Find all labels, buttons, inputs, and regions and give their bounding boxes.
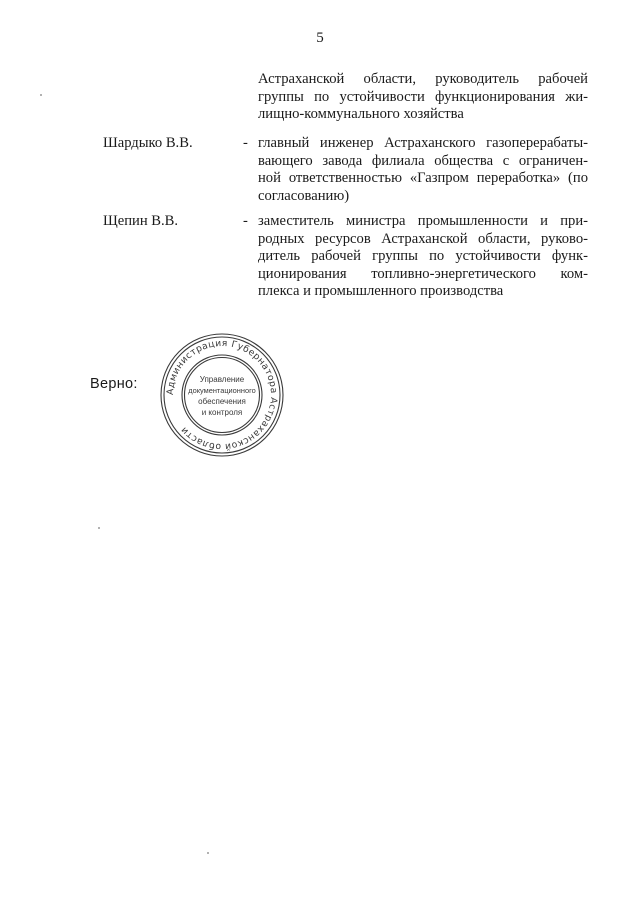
text-line: дитель рабочей группы по устойчивости функ- — [258, 248, 588, 265]
text-line: вающего завода филиала общества с ограничен- — [258, 152, 588, 169]
text-line: согласованию) — [258, 187, 350, 204]
official-stamp — [157, 330, 287, 460]
scan-speck — [40, 94, 42, 96]
dash-separator: - — [243, 135, 248, 151]
stamp-ring — [164, 337, 280, 453]
member-description — [258, 213, 588, 301]
member-name: Щепин В.В. — [103, 213, 179, 229]
scan-speck — [207, 852, 209, 854]
dash-separator: - — [243, 213, 248, 229]
text-line: заместитель министра промышленности и при- — [258, 213, 588, 229]
text-line: ционирования топливно-энергетического ком- — [258, 265, 588, 282]
text-line: Астраханской области, руководитель рабочей — [258, 71, 588, 87]
scan-speck — [98, 527, 100, 529]
text-line: ной ответственностью «Газпром переработка» (по — [258, 170, 588, 187]
stamp-inner-line: обеспечения — [198, 397, 246, 406]
stamp-inner-line: Управление — [199, 375, 245, 384]
stamp-outer-ring — [161, 334, 283, 456]
text-line: плекса и промышленного производства — [258, 283, 504, 300]
stamp-outer-text: Администрация Губернатора Астраханской области — [164, 337, 280, 453]
text-line: группы по устойчивости функционирования жи- — [258, 88, 588, 105]
text-line: лищно-коммунального хозяйства — [258, 106, 464, 123]
stamp-inner-ring — [185, 358, 260, 433]
continuation-text — [258, 71, 588, 124]
stamp-inner-line: и контроля — [201, 408, 243, 417]
member-description — [258, 135, 588, 205]
text-line: родных ресурсов Астраханской области, руково- — [258, 230, 588, 247]
text-line: главный инженер Астраханского газоперерабаты- — [258, 135, 588, 151]
page-number: 5 — [316, 30, 324, 46]
certification-label: Верно: — [90, 376, 138, 392]
stamp-inner-ring — [182, 355, 262, 435]
member-name: Шардыко В.В. — [103, 135, 193, 151]
stamp-inner-line: документационного — [188, 386, 256, 395]
